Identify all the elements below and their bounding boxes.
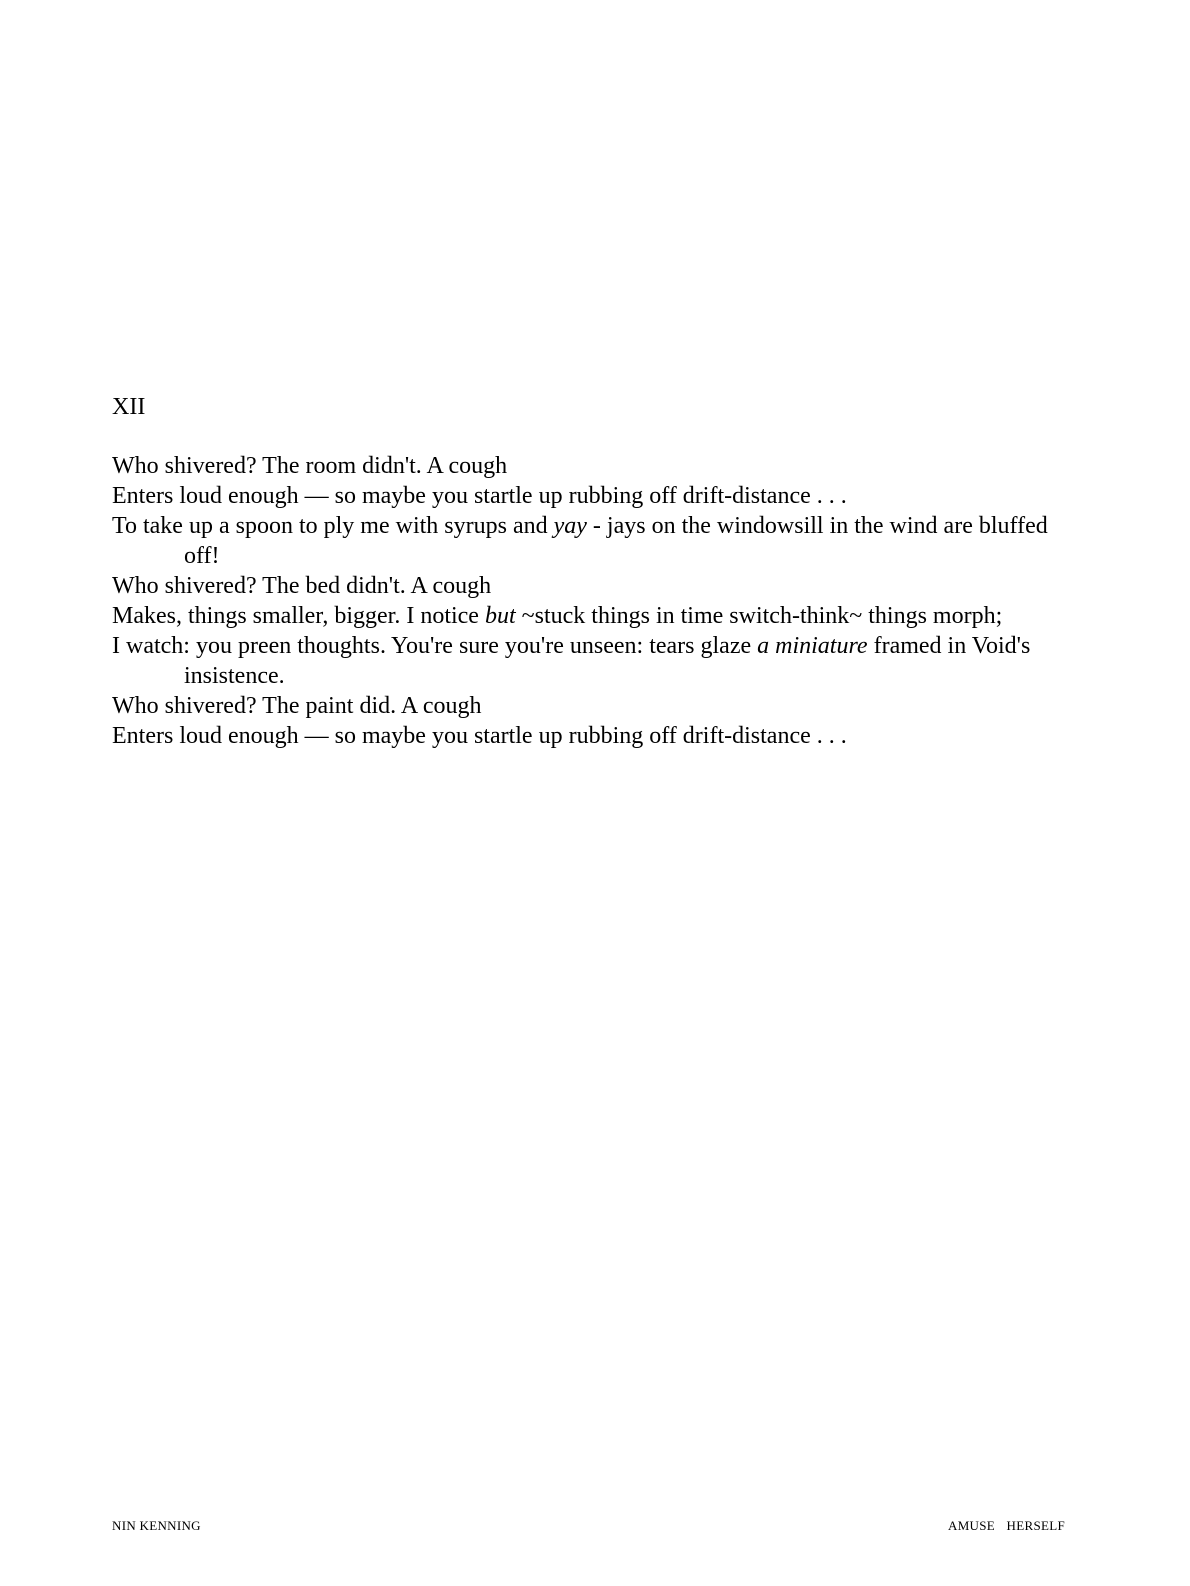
poem-lines	[112, 451, 1072, 751]
section-number: XII	[112, 394, 146, 420]
poem-line	[112, 451, 1072, 481]
poem-line	[112, 601, 1072, 631]
poem	[112, 392, 1072, 751]
poem-line	[112, 721, 1072, 751]
poem-line-segment: I watch: you preen thoughts. You're sure you're unseen: tears glaze	[112, 633, 758, 659]
poem-line-segment: framed in Void's insistence.	[184, 633, 1031, 689]
footer-book-title: AMUSE HERSELF	[948, 1518, 1065, 1533]
poem-line-segment: Who shivered? The room didn't. A cough	[112, 453, 508, 479]
poem-line-segment: - jays on the windowsill in the wind are bluffed off!	[184, 513, 1048, 569]
poem-line	[112, 481, 1072, 511]
poem-line-italic-segment: a miniature	[757, 633, 868, 659]
poem-line-segment: Who shivered? The paint did. A cough	[112, 693, 482, 719]
poem-line-italic-segment: but	[484, 603, 516, 629]
poem-line	[112, 511, 1072, 571]
poem-line	[112, 691, 1072, 721]
poem-line-segment: Enters loud enough — so maybe you startle up rubbing off drift-distance . . .	[112, 723, 847, 749]
poem-line	[112, 571, 1072, 601]
poem-line-italic-segment: yay	[553, 513, 587, 539]
poem-line-segment: Enters loud enough — so maybe you startle up rubbing off drift-distance . . .	[112, 483, 847, 509]
poem-line-segment: Makes, things smaller, bigger. I notice	[112, 603, 485, 629]
poem-line-segment: To take up a spoon to ply me with syrups and	[112, 513, 554, 539]
poem-line-segment: Who shivered? The bed didn't. A cough	[112, 573, 492, 599]
poem-line-segment: ~stuck things in time switch-think~ things morph;	[515, 603, 1003, 629]
footer-author: NIN KENNING	[112, 1518, 201, 1533]
poem-line	[112, 631, 1072, 691]
